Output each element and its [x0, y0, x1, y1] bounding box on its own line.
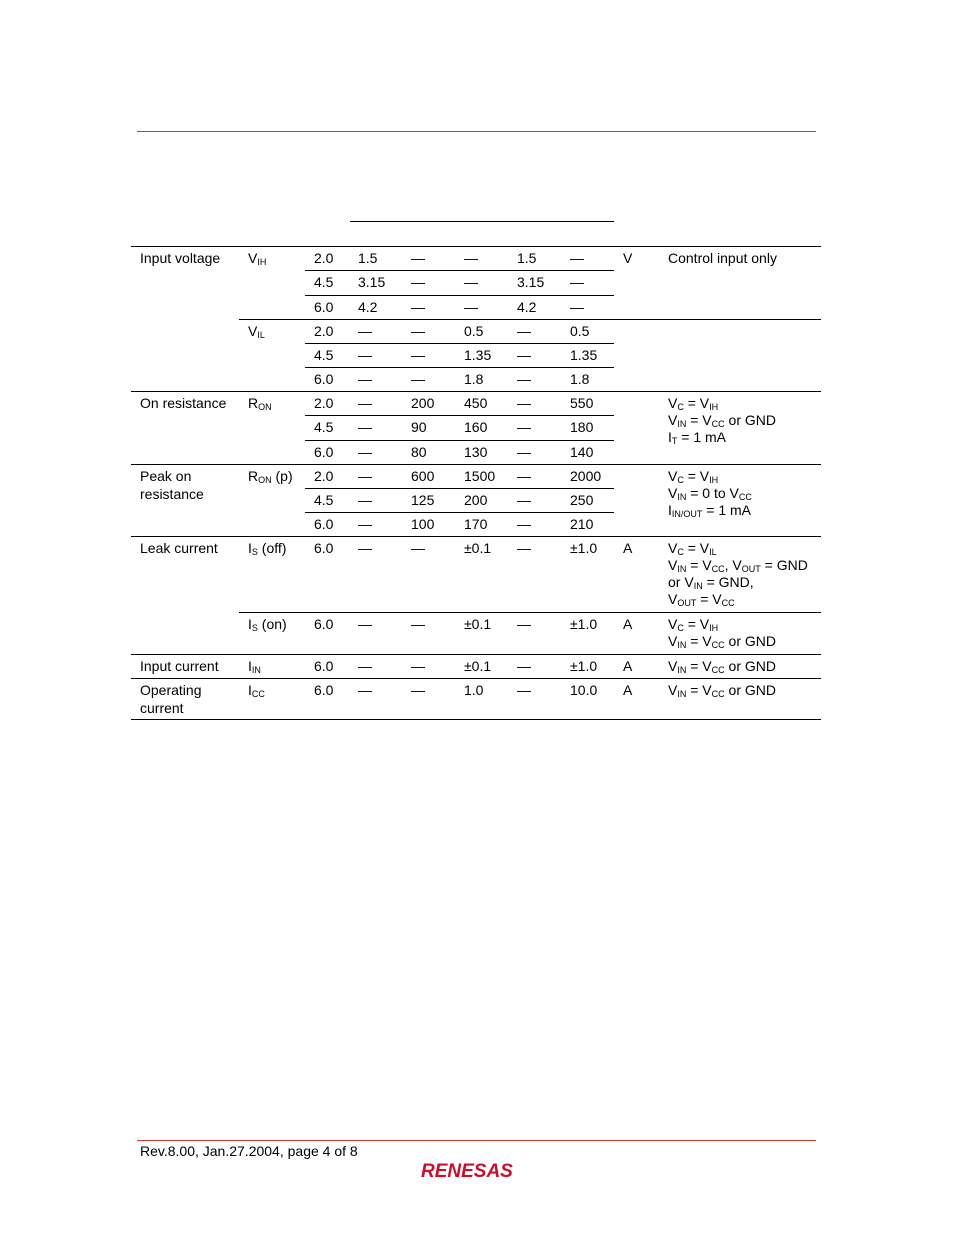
- condition-text: V: [668, 412, 678, 428]
- condition-text: or GND: [724, 682, 776, 698]
- value-e: 10.0: [570, 682, 598, 698]
- symbol-suffix: (p): [271, 468, 293, 484]
- value-d: —: [517, 444, 531, 460]
- value-c: 200: [464, 492, 488, 508]
- value-vcc: 4.5: [314, 347, 334, 363]
- value-vcc: 6.0: [314, 682, 334, 698]
- value-d: —: [517, 419, 531, 435]
- condition-text: V: [668, 485, 678, 501]
- test-condition: [668, 682, 776, 699]
- value-vcc: 2.0: [314, 250, 334, 266]
- symbol-subscript: ON: [258, 402, 272, 412]
- parameter-name: On resistance: [140, 395, 227, 411]
- condition-text: = V: [686, 658, 712, 674]
- symbol-base: I: [248, 616, 252, 632]
- value-c: —: [464, 299, 478, 315]
- value-e: ±1.0: [570, 658, 598, 674]
- value-c: 450: [464, 395, 488, 411]
- condition-text: V: [668, 682, 678, 698]
- value-e: 250: [570, 492, 594, 508]
- condition-text: or V: [668, 574, 694, 590]
- value-vcc: 2.0: [314, 395, 334, 411]
- symbol-rule: [239, 319, 821, 320]
- value-b: 600: [411, 468, 435, 484]
- condition-text: V: [668, 658, 678, 674]
- value-d: —: [517, 658, 531, 674]
- condition-text: or GND: [724, 633, 776, 649]
- condition-subscript: IN/OUT: [671, 509, 703, 519]
- value-c: 160: [464, 419, 488, 435]
- test-condition: [668, 395, 718, 412]
- value-d: —: [517, 516, 531, 532]
- condition-text: = 1 mA: [702, 502, 752, 518]
- value-a: 1.5: [358, 250, 378, 266]
- condition-subscript: CC: [711, 689, 725, 699]
- test-condition: [668, 658, 776, 675]
- value-d: 4.2: [517, 299, 537, 315]
- condition-subscript: C: [677, 623, 684, 633]
- value-a: —: [358, 492, 372, 508]
- value-b: —: [411, 540, 425, 556]
- value-vcc: 6.0: [314, 444, 334, 460]
- symbol-base: I: [248, 658, 252, 674]
- row-rule: [305, 367, 614, 368]
- condition-text: = V: [683, 616, 710, 632]
- condition-subscript: CC: [711, 665, 725, 675]
- value-a: —: [358, 516, 372, 532]
- condition-text: = V: [683, 540, 710, 556]
- value-c: 1500: [464, 468, 496, 484]
- test-condition: Control input only: [668, 250, 777, 266]
- condition-text: = V: [686, 633, 712, 649]
- test-condition: [668, 468, 718, 485]
- condition-subscript: T: [671, 436, 678, 446]
- value-e: 550: [570, 395, 594, 411]
- condition-subscript: OUT: [741, 564, 761, 574]
- value-e: 2000: [570, 468, 602, 484]
- value-b: 80: [411, 444, 427, 460]
- value-b: —: [411, 323, 425, 339]
- value-d: —: [517, 395, 531, 411]
- symbol-base: V: [248, 250, 258, 266]
- test-condition: [668, 574, 754, 591]
- value-c: ±0.1: [464, 658, 492, 674]
- symbol-subscript: S: [251, 547, 258, 557]
- value-a: —: [358, 395, 372, 411]
- test-condition: [668, 591, 735, 608]
- parameter-name-line2: resistance: [140, 486, 204, 502]
- test-condition: [668, 540, 717, 557]
- value-a: —: [358, 540, 372, 556]
- logo-wordmark: RENESAS: [421, 1161, 513, 1182]
- value-a: —: [358, 468, 372, 484]
- condition-subscript: IN: [677, 689, 687, 699]
- value-c: —: [464, 250, 478, 266]
- table-top-rule: [131, 246, 821, 247]
- condition-text: or GND: [724, 658, 776, 674]
- condition-text: = V: [683, 395, 710, 411]
- condition-text: = V: [686, 682, 712, 698]
- condition-subscript: IN: [677, 640, 687, 650]
- symbol-subscript: IH: [257, 257, 267, 267]
- value-c: 1.8: [464, 371, 484, 387]
- condition-subscript: OUT: [677, 598, 697, 608]
- value-a: —: [358, 616, 372, 632]
- value-c: 0.5: [464, 323, 484, 339]
- value-vcc: 2.0: [314, 468, 334, 484]
- symbol-base: I: [248, 682, 252, 698]
- footer-revision: Rev.8.00, Jan.27.2004, page 4 of 8: [140, 1143, 358, 1159]
- condition-text: V: [668, 468, 678, 484]
- value-e: —: [570, 299, 584, 315]
- parameter-name: Operating: [140, 682, 202, 698]
- condition-text: = V: [686, 412, 712, 428]
- value-d: —: [517, 468, 531, 484]
- value-e: —: [570, 274, 584, 290]
- condition-text: = V: [683, 468, 710, 484]
- value-vcc: 6.0: [314, 658, 334, 674]
- condition-text: = GND,: [702, 574, 754, 590]
- condition-text: or GND: [724, 412, 776, 428]
- row-rule: [305, 440, 614, 441]
- group-rule: [131, 654, 821, 655]
- symbol: [248, 682, 265, 699]
- value-b: 90: [411, 419, 427, 435]
- condition-text: V: [668, 540, 678, 556]
- value-b: 125: [411, 492, 435, 508]
- value-b: —: [411, 658, 425, 674]
- symbol: [248, 468, 293, 485]
- condition-text: = V: [686, 557, 712, 573]
- value-vcc: 6.0: [314, 371, 334, 387]
- value-vcc: 2.0: [314, 323, 334, 339]
- condition-text: V: [668, 633, 678, 649]
- symbol: [248, 616, 287, 633]
- value-b: —: [411, 250, 425, 266]
- value-b: 200: [411, 395, 435, 411]
- condition-subscript: C: [677, 475, 684, 485]
- symbol-base: I: [248, 540, 252, 556]
- row-rule: [305, 512, 614, 513]
- value-b: —: [411, 616, 425, 632]
- value-e: ±1.0: [570, 540, 598, 556]
- unit: A: [623, 616, 633, 632]
- value-e: 1.8: [570, 371, 590, 387]
- value-c: 1.35: [464, 347, 492, 363]
- condition-subscript: IN: [677, 665, 687, 675]
- condition-text: = 0 to V: [686, 485, 739, 501]
- symbol: [248, 540, 286, 557]
- condition-subscript: CC: [711, 564, 725, 574]
- condition-subscript: CC: [711, 640, 725, 650]
- symbol-suffix: (off): [257, 540, 287, 556]
- row-rule: [305, 343, 614, 344]
- row-rule: [305, 295, 614, 296]
- parameter-name: Leak current: [140, 540, 218, 556]
- column-group-header-line: [350, 221, 614, 222]
- group-rule: [131, 678, 821, 679]
- value-e: 180: [570, 419, 594, 435]
- value-e: 1.35: [570, 347, 598, 363]
- value-c: ±0.1: [464, 540, 492, 556]
- parameter-name: Peak on: [140, 468, 192, 484]
- value-d: —: [517, 616, 531, 632]
- value-a: —: [358, 444, 372, 460]
- symbol: [248, 395, 272, 412]
- symbol-subscript: IN: [251, 665, 261, 675]
- condition-subscript: C: [677, 402, 684, 412]
- value-a: 3.15: [358, 274, 386, 290]
- value-e: 140: [570, 444, 594, 460]
- condition-subscript: CC: [721, 598, 735, 608]
- value-b: 100: [411, 516, 435, 532]
- symbol-base: V: [248, 323, 258, 339]
- condition-text: = V: [696, 591, 722, 607]
- value-e: 0.5: [570, 323, 590, 339]
- condition-subscript: IN: [693, 581, 703, 591]
- condition-text: V: [668, 591, 678, 607]
- test-condition: [668, 633, 776, 650]
- value-c: —: [464, 274, 478, 290]
- condition-subscript: IH: [709, 623, 719, 633]
- value-d: —: [517, 347, 531, 363]
- condition-text: V: [668, 616, 678, 632]
- footer-rule: [137, 1140, 816, 1141]
- condition-subscript: C: [677, 547, 684, 557]
- test-condition: [668, 616, 718, 633]
- value-d: 1.5: [517, 250, 537, 266]
- value-d: —: [517, 323, 531, 339]
- condition-subscript: IL: [709, 547, 717, 557]
- condition-text: V: [668, 395, 678, 411]
- group-rule: [131, 464, 821, 465]
- table-bottom-rule: [131, 719, 821, 720]
- condition-text: V: [668, 557, 678, 573]
- value-d: —: [517, 682, 531, 698]
- test-condition: [668, 557, 808, 574]
- value-a: —: [358, 323, 372, 339]
- condition-subscript: IN: [677, 419, 687, 429]
- parameter-name: Input current: [140, 658, 219, 674]
- value-vcc: 6.0: [314, 516, 334, 532]
- condition-text: , V: [724, 557, 742, 573]
- condition-text: = GND: [760, 557, 808, 573]
- symbol-suffix: (on): [257, 616, 287, 632]
- condition-subscript: IH: [709, 475, 719, 485]
- value-vcc: 4.5: [314, 492, 334, 508]
- parameter-name: Input voltage: [140, 250, 221, 266]
- unit: A: [623, 658, 633, 674]
- value-vcc: 6.0: [314, 540, 334, 556]
- condition-subscript: IH: [709, 402, 719, 412]
- unit: A: [623, 540, 633, 556]
- row-rule: [305, 488, 614, 489]
- condition-subscript: CC: [738, 492, 752, 502]
- condition-subscript: IN: [677, 492, 687, 502]
- symbol-subscript: ON: [258, 475, 272, 485]
- value-d: —: [517, 540, 531, 556]
- value-vcc: 6.0: [314, 616, 334, 632]
- test-condition: [668, 412, 776, 429]
- symbol: [248, 323, 265, 340]
- symbol: [248, 250, 266, 267]
- parameter-name-line2: current: [140, 700, 184, 716]
- value-b: —: [411, 347, 425, 363]
- value-a: —: [358, 347, 372, 363]
- unit: A: [623, 682, 633, 698]
- value-b: —: [411, 274, 425, 290]
- value-a: —: [358, 371, 372, 387]
- condition-text: = 1 mA: [677, 429, 727, 445]
- condition-text: I: [668, 429, 672, 445]
- value-d: —: [517, 492, 531, 508]
- value-b: —: [411, 682, 425, 698]
- value-d: —: [517, 371, 531, 387]
- test-condition: [668, 502, 751, 519]
- test-condition: [668, 429, 726, 446]
- value-b: —: [411, 299, 425, 315]
- symbol-subscript: S: [251, 623, 258, 633]
- value-b: —: [411, 371, 425, 387]
- test-condition: [668, 485, 752, 502]
- value-d: 3.15: [517, 274, 545, 290]
- value-c: 170: [464, 516, 488, 532]
- condition-text: I: [668, 502, 672, 518]
- symbol-base: R: [248, 395, 259, 411]
- value-c: 130: [464, 444, 488, 460]
- value-e: 210: [570, 516, 594, 532]
- value-vcc: 4.5: [314, 419, 334, 435]
- value-vcc: 6.0: [314, 299, 334, 315]
- renesas-logo: [418, 1158, 536, 1185]
- symbol-base: R: [248, 468, 259, 484]
- value-vcc: 4.5: [314, 274, 334, 290]
- row-rule: [305, 415, 614, 416]
- value-a: 4.2: [358, 299, 378, 315]
- value-e: —: [570, 250, 584, 266]
- symbol-rule: [239, 612, 821, 613]
- symbol-subscript: IL: [257, 330, 265, 340]
- group-rule: [131, 391, 821, 392]
- value-a: —: [358, 658, 372, 674]
- row-rule: [305, 270, 614, 271]
- symbol: [248, 658, 261, 675]
- unit: V: [623, 250, 633, 266]
- value-c: 1.0: [464, 682, 484, 698]
- value-a: —: [358, 419, 372, 435]
- symbol-subscript: CC: [251, 689, 265, 699]
- group-rule: [131, 536, 821, 537]
- value-c: ±0.1: [464, 616, 492, 632]
- value-e: ±1.0: [570, 616, 598, 632]
- value-a: —: [358, 682, 372, 698]
- header-rule: [137, 131, 816, 132]
- condition-subscript: IN: [677, 564, 687, 574]
- condition-subscript: CC: [711, 419, 725, 429]
